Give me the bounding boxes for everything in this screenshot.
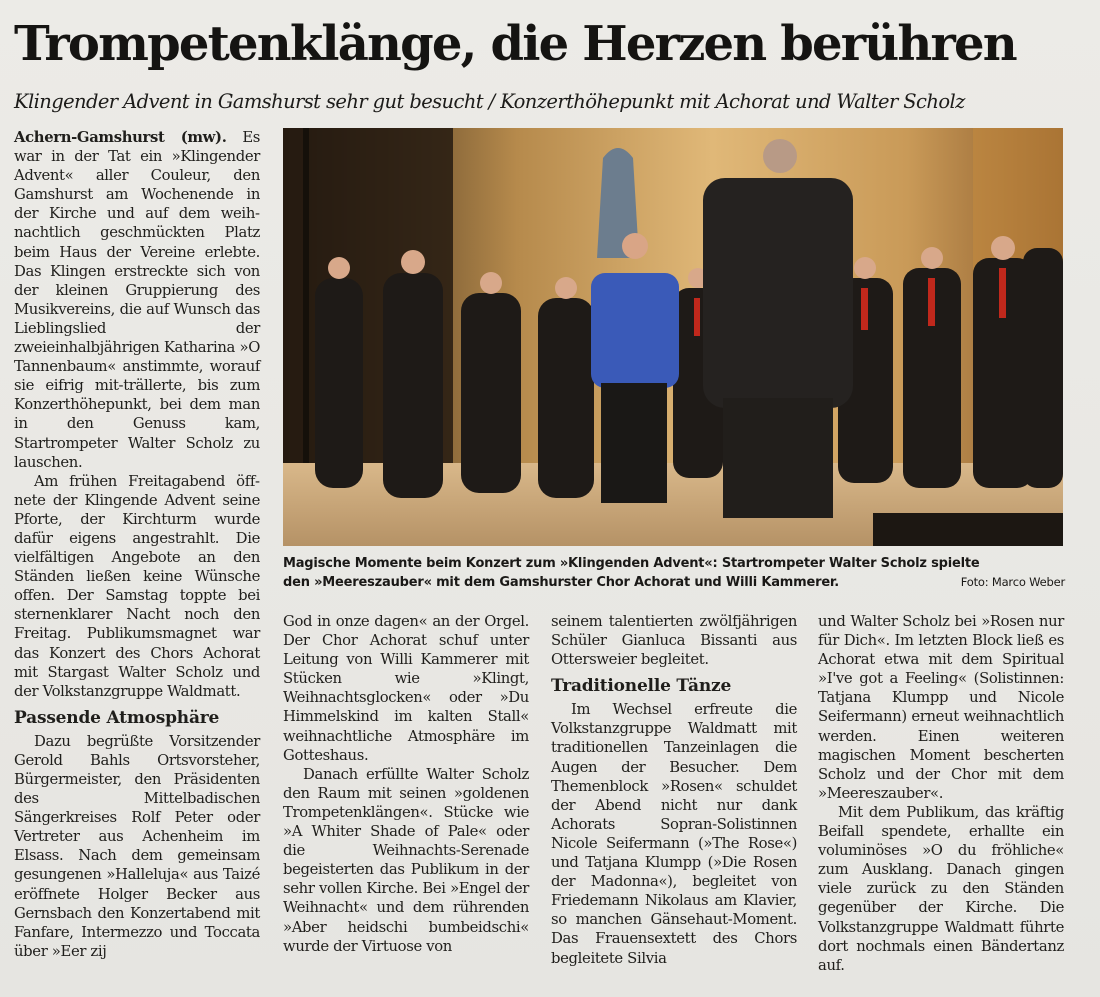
- paragraph: Dazu begrüßte Vorsitzender Gerold Bahls Ortsvorsteher, Bürgermeister, den Präsidenten des Mittelbadischen Sängerkreises Rolf Peter oder Vertreter aus Achenheim im Elsass. Nach dem gemeinsam gesungenen »Halleluja« aus Taizé eröffnete Holger Becker aus Gernsbach den Konzertabend mit Fanfare, Intermezzo und Toccata über »Eer zij: [14, 732, 260, 960]
- headline: Trompetenklänge, die Herzen berühren: [14, 16, 1016, 72]
- paragraph: und Walter Scholz bei »Rosen nur für Dich«. Im letzten Block ließ es Achorat etwa mit dem Spiritual »I've got a Feeling« (Solistinnen: Tatjana Klumpp und Nicole Seifermann) erneut weihnachtlich werden. Einen weiteren magischen Moment bescherten Scholz und der Chor mit dem »Meereszauber«.: [818, 613, 1064, 802]
- article-column-3: [551, 612, 797, 968]
- article-column-2: [283, 612, 529, 956]
- section-heading: Passende Atmosphäre: [14, 707, 220, 728]
- caption-line: den »Meereszauber« mit dem Gamshurster Chor Achorat und Willi Kammerer.: [283, 575, 840, 590]
- dateline: Achern-Gamshurst (mw).: [14, 129, 227, 146]
- caption-line: Magische Momente beim Konzert zum »Klingenden Advent«: Startrompeter Walter Scholz spielte: [283, 556, 980, 571]
- subheadline: Klingender Advent in Gamshurst sehr gut besucht / Konzerthöhepunkt mit Achorat und Walter Scholz: [14, 90, 965, 113]
- photo-credit: Foto: Marco Weber: [960, 575, 1065, 589]
- section-heading: Traditionelle Tänze: [551, 676, 732, 697]
- paragraph: Danach erfüllte Walter Scholz den Raum mit seinen »goldenen Trompetenklängen«. Stücke wie »A Whiter Shade of Pale« oder die Weihnachts-Serenade begeisterten das Publikum in der sehr vollen Kirche. Bei »Engel der Weihnacht« und dem rührenden »Aber heidschi bumbeidschi« wurde der Virtuose von: [283, 765, 529, 955]
- article-column-4: [818, 612, 1064, 975]
- paragraph: God in onze dagen« an der Orgel. Der Chor Achorat schuf unter Leitung von Willi Kammerer mit Stücken wie »Klingt, Weihnachtsglocken« oder »Du Himmelskind im kalten Stall« weihnachtliche Atmosphäre im Gotteshaus.: [283, 613, 529, 764]
- article-column-1: [14, 128, 260, 961]
- paragraph: Am frühen Freitagabend öffnete der Klingende Advent seine Pforte, der Kirchturm wurde dafür eigens angestrahlt. Die vielfältigen Angebote an den Ständen ließen keine Wünsche offen. Der Samstag toppte bei sternenklarer Nacht noch den Freitag. Publikumsmagnet war das Konzert des Chors Achorat mit Stargast Walter Scholz und der Volkstanzgruppe Waldmatt.: [14, 472, 260, 700]
- paragraph: seinem talentierten zwölfjährigen Schüler Gianluca Bissanti aus Ottersweier begleitet.: [551, 613, 797, 669]
- paragraph: Mit dem Publikum, das kräftig Beifall spendete, erhallte ein voluminöses »O du fröhliche« zum Ausklang. Danach gingen viele zurück zu den Ständen gegenüber der Kirche. Die Volkstanzgruppe Waldmatt führte dort nochmals einen Bändertanz auf.: [818, 803, 1064, 974]
- paragraph: [14, 128, 260, 472]
- paragraph-text: Es war in der Tat ein »Klingender Advent« aller Couleur, den Gamshurst am Wochenende in der Kirche und auf dem weihnachtlich geschmückten Platz beim Haus der Vereine erlebte. Das Klingen erstreckte sich von der kleinen Gruppierung des Musikvereins, die auf Wunsch das Lieblingslied der zweieinhalbjährigen Katharina »O Tannenbaum« anstimmte, worauf sie eifrig mit-trällerte, bis zum Konzerthöhepunkt, bei dem man in den Genuss kam, Startrompeter Walter Scholz zu lauschen.: [14, 129, 261, 471]
- concert-photo: [283, 128, 1063, 546]
- photo-caption: [283, 554, 1065, 592]
- paragraph: Im Wechsel erfreute die Volkstanzgruppe Waldmatt mit traditionellen Tanzeinlagen die Augen der Besucher. Dem Themenblock »Rosen« schuldet der Abend nicht nur dank Achorats Sopran-Solistinnen Nicole Seifermann (»The Rose«) und Tatjana Klumpp (»Die Rosen der Madonna«), begleitet von Friedemann Nikolaus am Klavier, so manchen Gänsehaut-Moment. Das Frauensextett des Chors begleitete Silvia: [551, 701, 797, 967]
- concert-photo-illustration: [283, 128, 1063, 546]
